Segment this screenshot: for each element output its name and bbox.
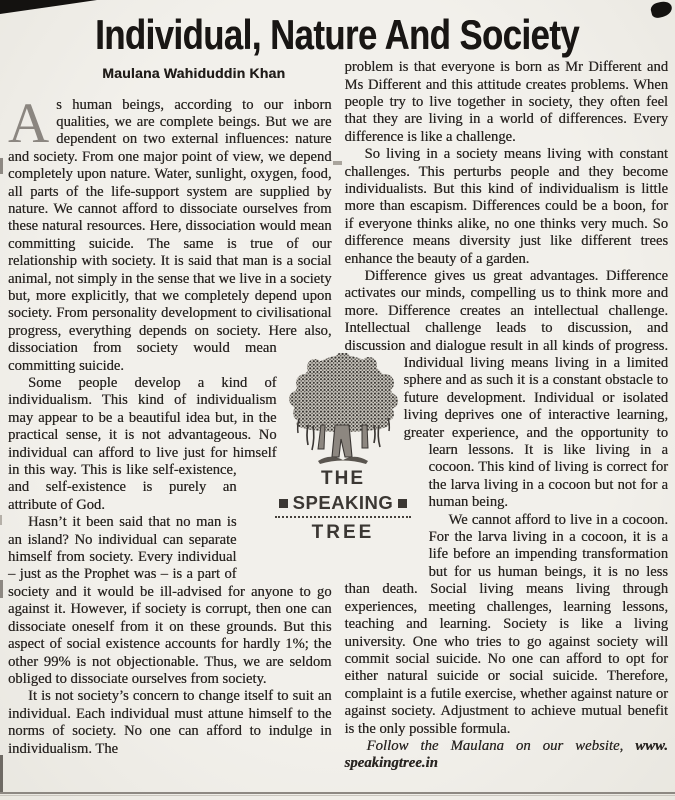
paragraph-right-2: So living in a society means living with constant challenges. This perturbs people and they become individualists. But this kind of individualism is little more than escapism. Differences could be a boon, for if everyone thinks alike, no one thinks very much. So difference means diversity just like different trees enhance the beauty of a garden. — [344, 146, 668, 267]
bottom-rule — [0, 792, 675, 794]
logo-word-speaking: SPEAKING — [292, 491, 394, 513]
logo-word-speaking-row — [275, 491, 411, 513]
dropcap-letter: A — [8, 91, 50, 155]
scan-edge-tick — [0, 158, 3, 174]
scan-edge-tick — [0, 515, 2, 525]
paragraph-right-1: problem is that everyone is born as Mr Different and Ms Different and this attitude creates problems. When people try to live together in society, they often feel that they are living in a world of differences. Every difference is like a challenge. — [344, 59, 668, 145]
paragraph-left-3: Hasn’t it been said that no man is an island? No individual can separate himself from society. Every individual – just as the Prophet was – is a part of society and it would be ill-advised for anyone to go against it. However, if society is corrupt, then one can dissociate oneself from it on these grounds. But this aspect of social existence accounts for hardly 1%; the other 99% is not objectionable. Thus, we are seldom obliged to dissociate ourselves from society. — [8, 514, 332, 687]
bottom-rule-light — [0, 795, 675, 796]
paragraph-right-4: We cannot afford to live in a cocoon. For the larva living in a cocoon, it is a life before an impending transformation but for us human beings, it is no less than death. Social living means living through experiences, meeting challenges, learning lessons, teaching and learning. Society is like a living university. One who tries to go against society will commit social suicide. No one can afford to opt for either natural suicide or social suicide. Therefore, complaint is a futile exercise, whether against nature or against society. Adjustment to achieve mutual benefit is the only possible formula. — [344, 511, 668, 737]
paragraph-left-1 — [8, 91, 332, 376]
speaking-tree-icon — [284, 353, 402, 467]
scan-edge-tick — [0, 580, 3, 598]
scan-gutter-dash — [333, 161, 342, 165]
paragraph-left-4: It is not society’s concern to change itself to suit an individual. Each individual must attune himself to the norms of society. No one can afford to indulge in individualism. The — [8, 688, 332, 757]
footer-note — [345, 738, 669, 773]
logo-word-the: THE — [321, 468, 365, 489]
paragraph-right-3: Difference gives us great advantages. Difference activates our minds, compelling us to think more and more. Difference creates an intellectual challenge. Intellectual challenge leads to discussion, and discussion and dialogue result in all kinds of progress. Individual living means living in a limited sphere and as such it is a constant obstacle to future development. Individual or isolated living deprives one of interactive learning, greater experience, and the opportunity to learn lessons. It is like living in a cocoon. This kind of living is correct for the larva living in a cocoon but not for a human being. — [344, 267, 668, 511]
masthead — [0, 0, 675, 57]
byline: Maulana Wahiduddin Khan — [102, 65, 286, 82]
scan-edge-tick — [0, 755, 3, 793]
paragraph-text: s human beings, according to our inborn qualities, we are complete beings. But we are dependent on two external influences: nature and society. From one major point of view, we depend completely upon nature. Water, sunlight, oxygen, food, all parts of the life-support system are supplied by nature. We cannot afford to dissociate ourselves from these natural resources. Here, dissociation would mean committing suicide. The same is true of our relationship with society. It is said that man is a social animal, not simply in the sense that we live in a society but, more explicitly, that we completely depend upon society. From personality development to civilisational progress, everything depends on society. Here also, dissociation from society would mean committing suicide. — [8, 96, 332, 374]
speaking-tree-logo — [275, 353, 411, 544]
logo-word-tree: TREE — [311, 522, 375, 544]
article-title: Individual, Nature And Society — [95, 11, 580, 58]
square-bullet-icon — [279, 499, 288, 508]
dotted-rule — [275, 516, 411, 518]
website-text: www. speakingtree.in — [344, 737, 668, 772]
footer-lead: Follow the Maulana on our website, — [366, 737, 636, 754]
square-bullet-icon — [398, 499, 407, 508]
paragraph-left-2: Some people develop a kind of individualism. This kind of individualism may appear to be a beautiful idea but, in the practical sense, it is not advantageous. No individual can afford to live just for himself in this way. This is like self-existence, and self-existence is purely an attribute of God. — [8, 375, 277, 513]
